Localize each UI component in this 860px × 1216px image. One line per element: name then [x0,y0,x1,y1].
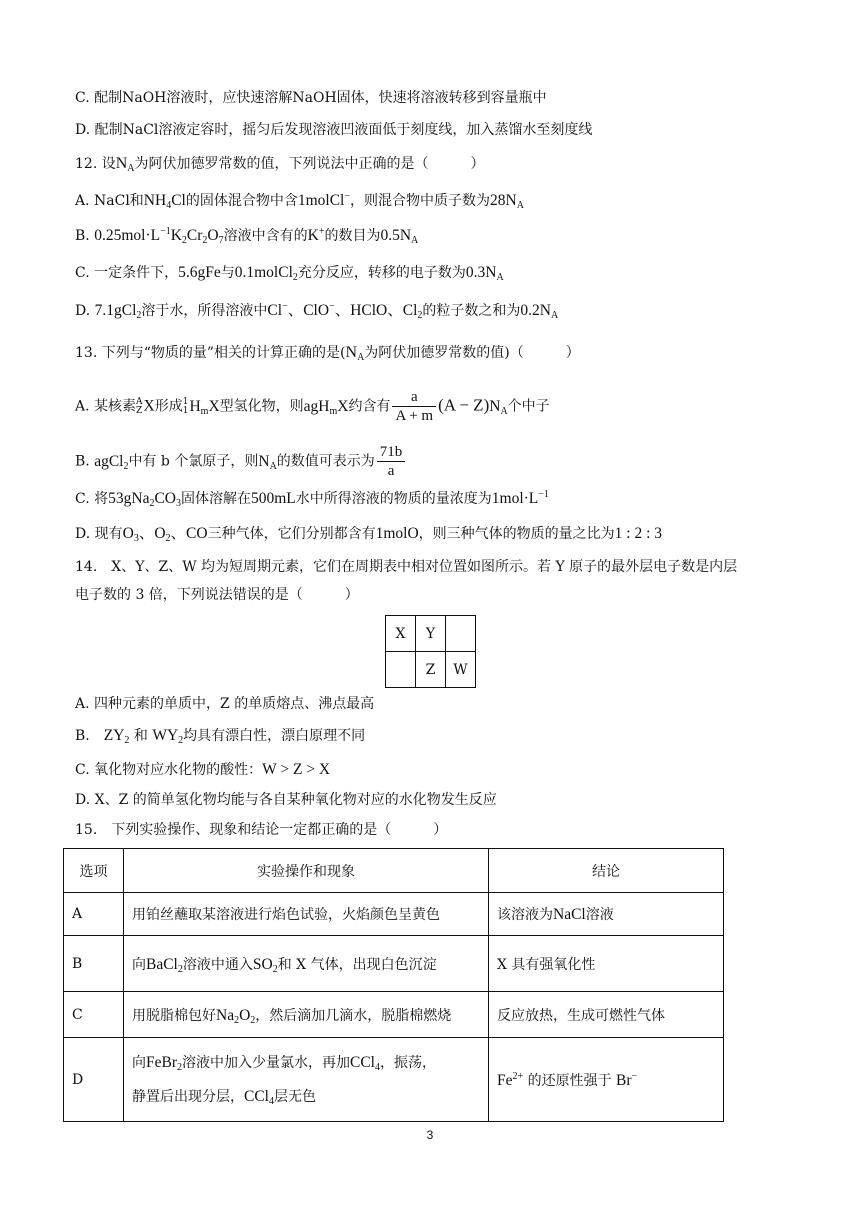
q12-option-d: D. 7.1gCl$_2$溶于水，所得溶液中Cl−、ClO−、HClO、$Cl_2$的粒子数之和为$0.2N_A$ [75,301,559,321]
fraction-a-over-a-plus-m: $\frac{a}{A + m}$ [392,388,436,425]
page-number: 3 [426,1128,434,1142]
grid-cell: W [446,652,476,688]
grid-cell [446,616,476,652]
table-row [64,936,724,992]
periodic-position-grid [385,615,476,688]
table-header: 结论 [489,849,724,893]
table-cell: 反应放热，生成可燃性气体 [489,992,724,1038]
q14-stem-line2: 电子数的 3 倍，下列说法错误的是（ ） [75,587,359,603]
table-row [64,893,724,936]
table-cell: $Fe^{2+}$ 的还原性强于 Br− [489,1038,724,1122]
table-row [64,1038,724,1122]
q14-option-c: C. 氧化物对应水化物的酸性：W > Z > X [75,761,331,778]
table-cell: C [64,992,124,1038]
q14-option-a: A. 四种元素的单质中，Z 的单质熔点、沸点最高 [75,696,375,712]
table-cell: A [64,893,124,936]
q14-option-d: D. X、Z 的简单氢化物均能与各自某种氧化物对应的水化物发生反应 [75,792,497,808]
q12-stem: 12. 设$N_A$为阿伏加德罗常数的值，下列说法中正确的是（ ） [75,155,485,174]
table-cell: B [64,936,124,992]
fraction-71b-over-a: $\frac{71b}{a}$ [377,443,406,480]
q13-option-d: D. 现有$O_3$、$O_2$、CO三种气体，它们分别都含有1molO，则三种气体的物质的量之比为1 : 2 : 3 [75,525,663,544]
q13-option-a: A. 某核素 A Z X形成 1 1 $H_mX$型氢化物，则agH$_m$X约含有 $\frac{a}{A + m}$ $(A - Z)N_A$个中子 [75,389,550,424]
table-header: 选项 [64,849,124,893]
q11-option-c: C. 配制NaOH溶液时，应快速溶解NaOH固体，快速将溶液转移到容量瓶中 [75,90,547,106]
q13-option-c: C. 将$53gNa_2CO_3$固体溶解在500mL水中所得溶液的物质的量浓度为$1mol\cdot L^{-1}$ [75,489,549,509]
table-cell: 该溶液为NaCl溶液 [489,893,724,936]
table-row [64,992,724,1038]
grid-cell: Z [416,652,446,688]
table-cell: 向FeBr$_2$溶液中加入少量氯水，再加CCl$_4$，振荡， 静置后出现分层，CCl$_4$层无色 [124,1038,489,1122]
q12-option-b: B. $0.25mol\cdot L^{-1}K_2Cr_2O_7$溶液中含有的K+的数目为$0.5N_A$ [75,226,419,246]
table-header: 实验操作和现象 [124,849,489,893]
table-cell: 用脱脂棉包好$Na_2O_2$，然后滴加几滴水，脱脂棉燃烧 [124,992,489,1038]
q11-option-d: D. 配制NaCl溶液定容时，摇匀后发现溶液凹液面低于刻度线，加入蒸馏水至刻度线 [75,122,593,138]
q14-option-b: B. $ZY_2$ 和 $WY_2$均具有漂白性，漂白原理不同 [75,727,366,746]
grid-cell: X [386,616,416,652]
table-cell: X 具有强氧化性 [489,936,724,992]
grid-cell [386,652,416,688]
experiment-table [63,848,724,1122]
q13-stem: 13. 下列与“物质的量”相关的计算正确的是($N_A$为阿伏加德罗常数的值)（ ） [75,344,580,363]
grid-cell: Y [416,616,446,652]
q12-option-c: C. 一定条件下，5.6gFe与0.1molCl$_2$充分反应，转移的电子数为$0.3N_A$ [75,264,504,283]
q12-option-a: A. NaCl和$NH_4Cl$的固体混合物中含1molCl−，则混合物中质子数为$28N_A$ [75,191,524,211]
q15-stem: 15. 下列实验操作、现象和结论一定都正确的是（ ） [75,822,448,838]
table-cell: 向BaCl$_2$溶液中通入$SO_2$和 X 气体，出现白色沉淀 [124,936,489,992]
q14-stem-line1: 14. X、Y、Z、W 均为短周期元素，它们在周期表中相对位置如图所示。若 Y 原子的最外层电子数是内层 [75,559,738,575]
table-cell: D [64,1038,124,1122]
table-cell: 用铂丝蘸取某溶液进行焰色试验，火焰颜色呈黄色 [124,893,489,936]
q13-option-b: B. agCl$_2$中有 b 个氯原子，则$N_A$的数值可表示为 $\frac{71b}{a}$ [75,443,407,480]
